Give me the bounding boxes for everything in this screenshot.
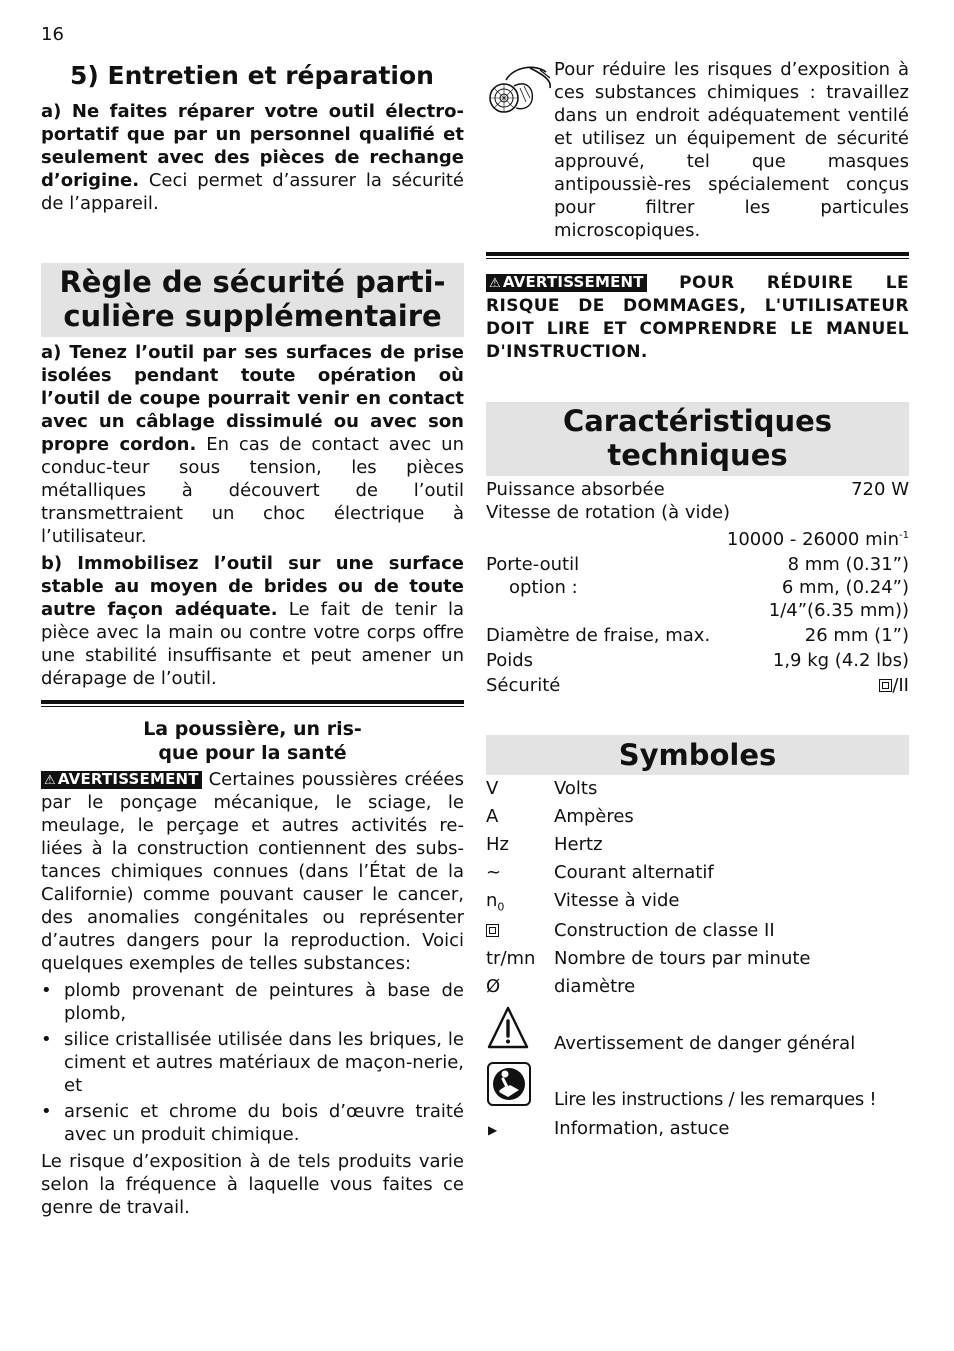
symbol-code: V: [486, 778, 499, 799]
table-row: [486, 524, 909, 551]
symbol-desc: Vitesse à vide: [554, 890, 680, 911]
dust-title-line2: que pour la santé: [158, 742, 347, 764]
table-row: [486, 599, 909, 622]
right-column: [486, 58, 909, 1145]
symbol-desc: Volts: [554, 778, 598, 799]
closing-paragraph: Le risque d’exposition à de tels produits varie selon la fréquence à laquelle vous faites ce genre de travail.: [41, 1151, 464, 1218]
regle-paragraph-a: [41, 341, 464, 548]
table-row: [486, 622, 909, 647]
spec-value: [746, 672, 909, 697]
spec-value: [486, 524, 909, 551]
mask-text: Pour réduire les risques d’exposition à ces substances chimiques : travaillez dans un endroit adéquatement ventilé et utilisez un équipement de sécurité approuvé, tel que masques antipoussiè-res spécialement conçus pour filtrer les particules microscopiques.: [554, 59, 909, 241]
section-divider: [486, 252, 909, 259]
list-item: [486, 805, 909, 833]
carac-title: [486, 402, 909, 476]
warning-badge: [41, 771, 202, 789]
section5-paragraph-a: [41, 100, 464, 215]
spec-label: Porte-outil: [486, 554, 580, 575]
spec-value: 1/4”(6.35 mm)): [768, 600, 909, 621]
dust-mask-icon: [486, 58, 554, 128]
regle-a-bold: a) Tenez l’outil par ses surfaces de prise isolées pendant toute opération où l’outil de coupe pourrait venir en contact avec un câblage dissimulé ou avec son propre cordon.: [41, 342, 464, 455]
spec-value: 720 W: [851, 479, 909, 500]
spec-label: Sécurité: [486, 675, 561, 696]
table-row: [486, 501, 909, 524]
safety-value: /II: [892, 675, 909, 696]
manual-warning-text: POUR RÉDUIRE LE RISQUE DE DOMMAGES, L'UTILISATEUR DOIT LIRE ET COMPRENDRE LE MANUEL D'INSTRUCTION.: [486, 273, 909, 362]
regle-title: Règle de sécurité parti-culière supplémentaire: [41, 263, 464, 337]
symbol-code: tr/mn: [486, 947, 536, 969]
carac-title-line2: techniques: [607, 438, 788, 472]
spec-label: Puissance absorbée: [486, 479, 665, 500]
list-item: [486, 889, 909, 919]
dust-text: Certaines poussières créées par le ponçage mécanique, le sciage, le meulage, le perçage et autres activités re-liées à la construction contiennent des subs-tances chimiques connues (dans l’État de la Californie) comme pouvant causer le cancer, des anomalies congénitales ou représenter d’autres dangers pour la reproduction. Voici quelques exemples de telles substances:: [41, 769, 464, 974]
page-number: 16: [41, 24, 64, 45]
symbols-title: Symboles: [486, 735, 909, 775]
spec-value: 6 mm, (0.24”): [781, 577, 909, 598]
table-row: [486, 478, 909, 501]
list-item: [486, 833, 909, 861]
list-item: [486, 1003, 909, 1057]
list-item: [486, 861, 909, 889]
section5-a-text: Ceci permet d’assurer la sécurité de l’appareil.: [41, 170, 464, 214]
warning-badge: [486, 274, 647, 292]
spec-value: 8 mm (0.31”): [787, 554, 909, 575]
class-ii-icon: [879, 679, 892, 692]
spec-label: option :: [509, 577, 578, 598]
symbol-desc: Ampères: [554, 806, 634, 827]
left-column: [41, 60, 464, 1219]
spec-label: Vitesse de rotation (à vide): [486, 502, 731, 523]
regle-b-bold: b) Immobilisez l’outil sur une surface stable au moyen de brides ou de toute autre façon adéquate.: [41, 553, 464, 620]
symbol-code: [486, 1117, 554, 1142]
symbol-code: ~: [486, 862, 502, 883]
mask-notice: [486, 58, 909, 242]
table-row: [486, 647, 909, 672]
regle-b-text: Le fait de tenir la pièce avec la main ou contre votre corps offre une stabilité insuffisante et peut amener un dérapage de l’outil.: [41, 599, 464, 689]
speed-exponent: -1: [899, 530, 909, 541]
spec-label: Diamètre de fraise, max.: [486, 625, 711, 646]
n0-subscript: 0: [497, 900, 505, 914]
table-row: [486, 672, 909, 697]
warning-triangle-icon: ⚠: [489, 276, 501, 291]
list-item: • arsenic et chrome du bois d’œuvre traité avec un produit chimique.: [41, 1100, 464, 1146]
symbol-desc: Nombre de tours par minute: [554, 947, 811, 969]
warning-badge-label: AVERTISSEMENT: [57, 770, 199, 788]
warning-triangle-icon: ⚠: [44, 773, 56, 788]
symbol-code: [486, 919, 554, 942]
symbols-list: [486, 777, 909, 1145]
class-ii-icon: [486, 924, 499, 937]
symbol-desc: Courant alternatif: [554, 862, 714, 883]
symbol-code: A: [486, 806, 499, 827]
symbol-desc: Information, astuce: [554, 1117, 730, 1139]
regle-paragraph-b: [41, 552, 464, 690]
spec-label: Poids: [486, 650, 534, 671]
speed-value: 10000 - 26000 min: [726, 529, 900, 550]
general-danger-icon: [486, 1005, 530, 1051]
symbol-desc: Construction de classe II: [554, 919, 775, 941]
warning-badge-label: AVERTISSEMENT: [502, 273, 644, 291]
list-item: [486, 777, 909, 805]
symbol-desc: diamètre: [554, 975, 636, 997]
list-item: [486, 975, 909, 1003]
list-item: [486, 1057, 909, 1113]
list-item: [486, 919, 909, 947]
symbol-code: [486, 1061, 554, 1113]
section5-title: 5) Entretien et réparation: [70, 61, 434, 90]
list-item: [486, 947, 909, 975]
specs-table: [486, 478, 909, 697]
triangle-right-icon: ▶: [488, 1122, 498, 1137]
n0-letter: n: [486, 890, 498, 911]
symbol-desc: Lire les instructions / les remarques !: [554, 1088, 877, 1110]
symbol-code: Hz: [486, 834, 509, 855]
symbol-desc: Hertz: [554, 834, 603, 855]
spec-value: 26 mm (1”): [804, 625, 909, 646]
dust-title: [41, 717, 464, 765]
manual-warning: [486, 272, 909, 364]
carac-title-line1: Caractéristiques: [562, 404, 833, 438]
list-item: • plomb provenant de peintures à base de plomb,: [41, 979, 464, 1025]
regle-a-text: En cas de contact avec un conduc-teur sous tension, les pièces métalliques à découvert de l’outil transmettraient un choc électrique à l’utilisateur.: [41, 434, 464, 547]
symbol-desc: Avertissement de danger général: [554, 1032, 856, 1054]
symbol-code: [486, 889, 554, 919]
substance-list: [41, 979, 464, 1146]
dust-title-line1: La poussière, un ris-: [143, 718, 362, 740]
read-manual-icon: [486, 1061, 532, 1107]
symbol-code: [486, 1005, 554, 1057]
section5-a-bold: a) Ne faites réparer votre outil électro-portatif que par un personnel qualifié et seulement avec des pièces de rechange d’origine.: [41, 101, 464, 191]
spec-value: 1,9 kg (4.2 lbs): [772, 650, 909, 671]
table-row: [486, 576, 909, 599]
table-row: [486, 551, 909, 576]
list-item: [486, 1117, 909, 1145]
list-item: • silice cristallisée utilisée dans les briques, le ciment et autres matériaux de maçon-nerie, et: [41, 1028, 464, 1097]
symbol-code: Ø: [486, 975, 501, 997]
dust-paragraph: [41, 768, 464, 975]
section-divider: [41, 700, 464, 707]
